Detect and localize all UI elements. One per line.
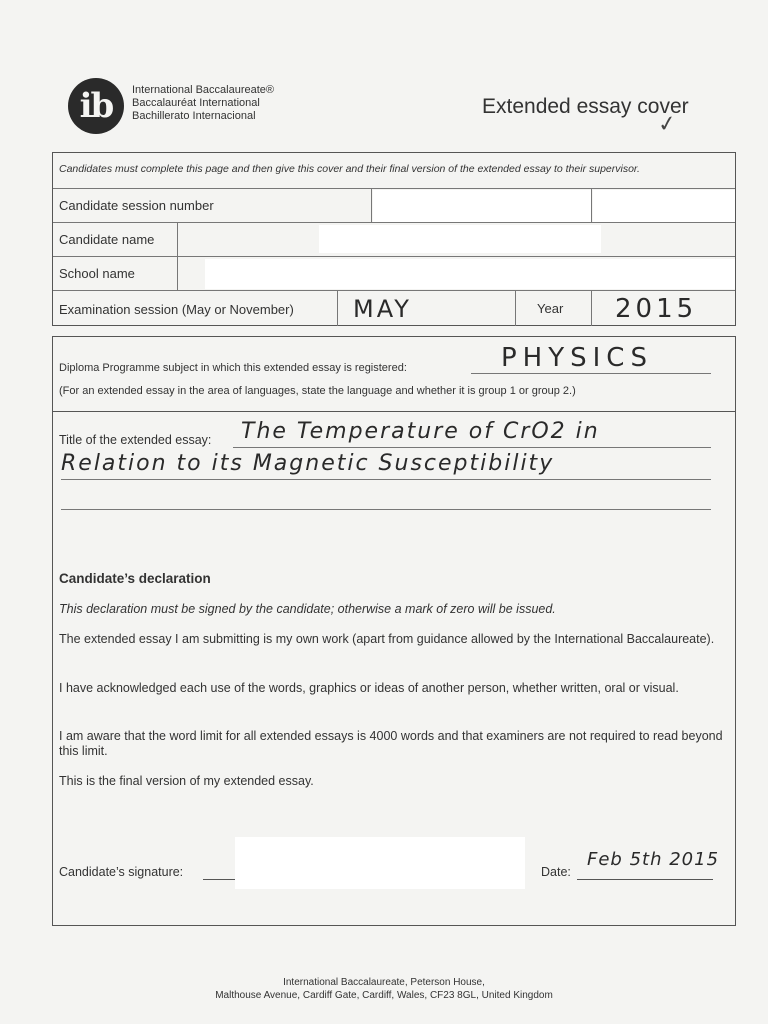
divider (337, 291, 338, 326)
handwritten-tick: ✓ (656, 110, 679, 139)
exam-session-label: Examination session (May or November) (59, 302, 294, 317)
divider (371, 189, 372, 223)
session-number-field[interactable] (373, 190, 591, 222)
divider (591, 189, 592, 223)
subject-label: Diploma Programme subject in which this extended essay is registered: (59, 362, 407, 374)
year-label: Year (537, 301, 564, 316)
declaration-paragraph-3: I am aware that the word limit for all extended essays is 4000 words and that examiners are not required to read beyond this limit. (59, 729, 723, 758)
divider (515, 291, 516, 326)
declaration-paragraph-1: The extended essay I am submitting is my own work (apart from guidance allowed by the International Baccalaureate). (59, 632, 715, 646)
organisation-name (132, 84, 274, 123)
subject-value: PHYSICS (501, 343, 653, 373)
candidate-name-label: Candidate name (59, 232, 155, 247)
footer-line-2: Malthouse Avenue, Cardiff Gate, Cardiff, Wales, CF23 8GL, United Kingdom (215, 990, 553, 1001)
ib-logo-mark: ib (79, 86, 113, 126)
declaration-warning: This declaration must be signed by the candidate; otherwise a mark of zero will be issued. (59, 602, 556, 616)
session-number-label: Candidate session number (59, 198, 214, 213)
signature-label: Candidate’s signature: (59, 865, 184, 879)
footer-address (0, 976, 768, 1002)
signature-field[interactable] (235, 837, 525, 889)
footer-line-1: International Baccalaureate, Peterson House, (283, 977, 485, 988)
section-divider (53, 411, 735, 412)
session-number-field-2[interactable] (593, 190, 735, 222)
essay-title-label: Title of the extended essay: (59, 433, 212, 447)
exam-session-value: MAY (353, 295, 412, 323)
declaration-paragraph-4: This is the final version of my extended essay. (59, 774, 314, 788)
date-label: Date: (541, 865, 571, 879)
session-number-row (53, 188, 735, 222)
page-title: Extended essay cover (482, 95, 689, 118)
declaration-paragraph-2: I have acknowledged each use of the words, graphics or ideas of another person, whether written, oral or visual. (59, 681, 679, 695)
divider (591, 291, 592, 326)
org-name-es: Bachillerato Internacional (132, 110, 256, 122)
school-name-label: School name (59, 266, 135, 281)
instruction-text: Candidates must complete this page and then give this cover and their final version of the extended essay to their supervisor. (59, 163, 640, 175)
org-name-en: International Baccalaureate® (132, 84, 275, 96)
declaration-heading: Candidate’s declaration (59, 571, 211, 586)
candidate-name-field[interactable] (319, 225, 601, 253)
exam-session-row (53, 290, 735, 325)
year-value: 2015 (615, 294, 698, 324)
title-underline-3 (61, 509, 711, 510)
essay-details-box (52, 336, 736, 926)
date-value: Feb 5th 2015 (587, 849, 720, 870)
date-underline (577, 879, 713, 880)
title-underline-2 (61, 479, 711, 480)
signature-underline (203, 879, 235, 880)
candidate-name-row (53, 222, 735, 256)
essay-title-line2: Relation to its Magnetic Susceptibility (61, 451, 555, 476)
candidate-details-table (52, 152, 736, 326)
title-underline-1 (233, 447, 711, 448)
school-name-row (53, 256, 735, 290)
subject-underline (471, 373, 711, 374)
subject-note: (For an extended essay in the area of languages, state the language and whether it is group 1 or group 2.) (59, 385, 576, 397)
essay-title-line1: The Temperature of CrO2 in (241, 419, 600, 444)
ib-logo (68, 78, 124, 134)
org-name-fr: Baccalauréat International (132, 97, 260, 109)
school-name-field[interactable] (205, 259, 735, 289)
